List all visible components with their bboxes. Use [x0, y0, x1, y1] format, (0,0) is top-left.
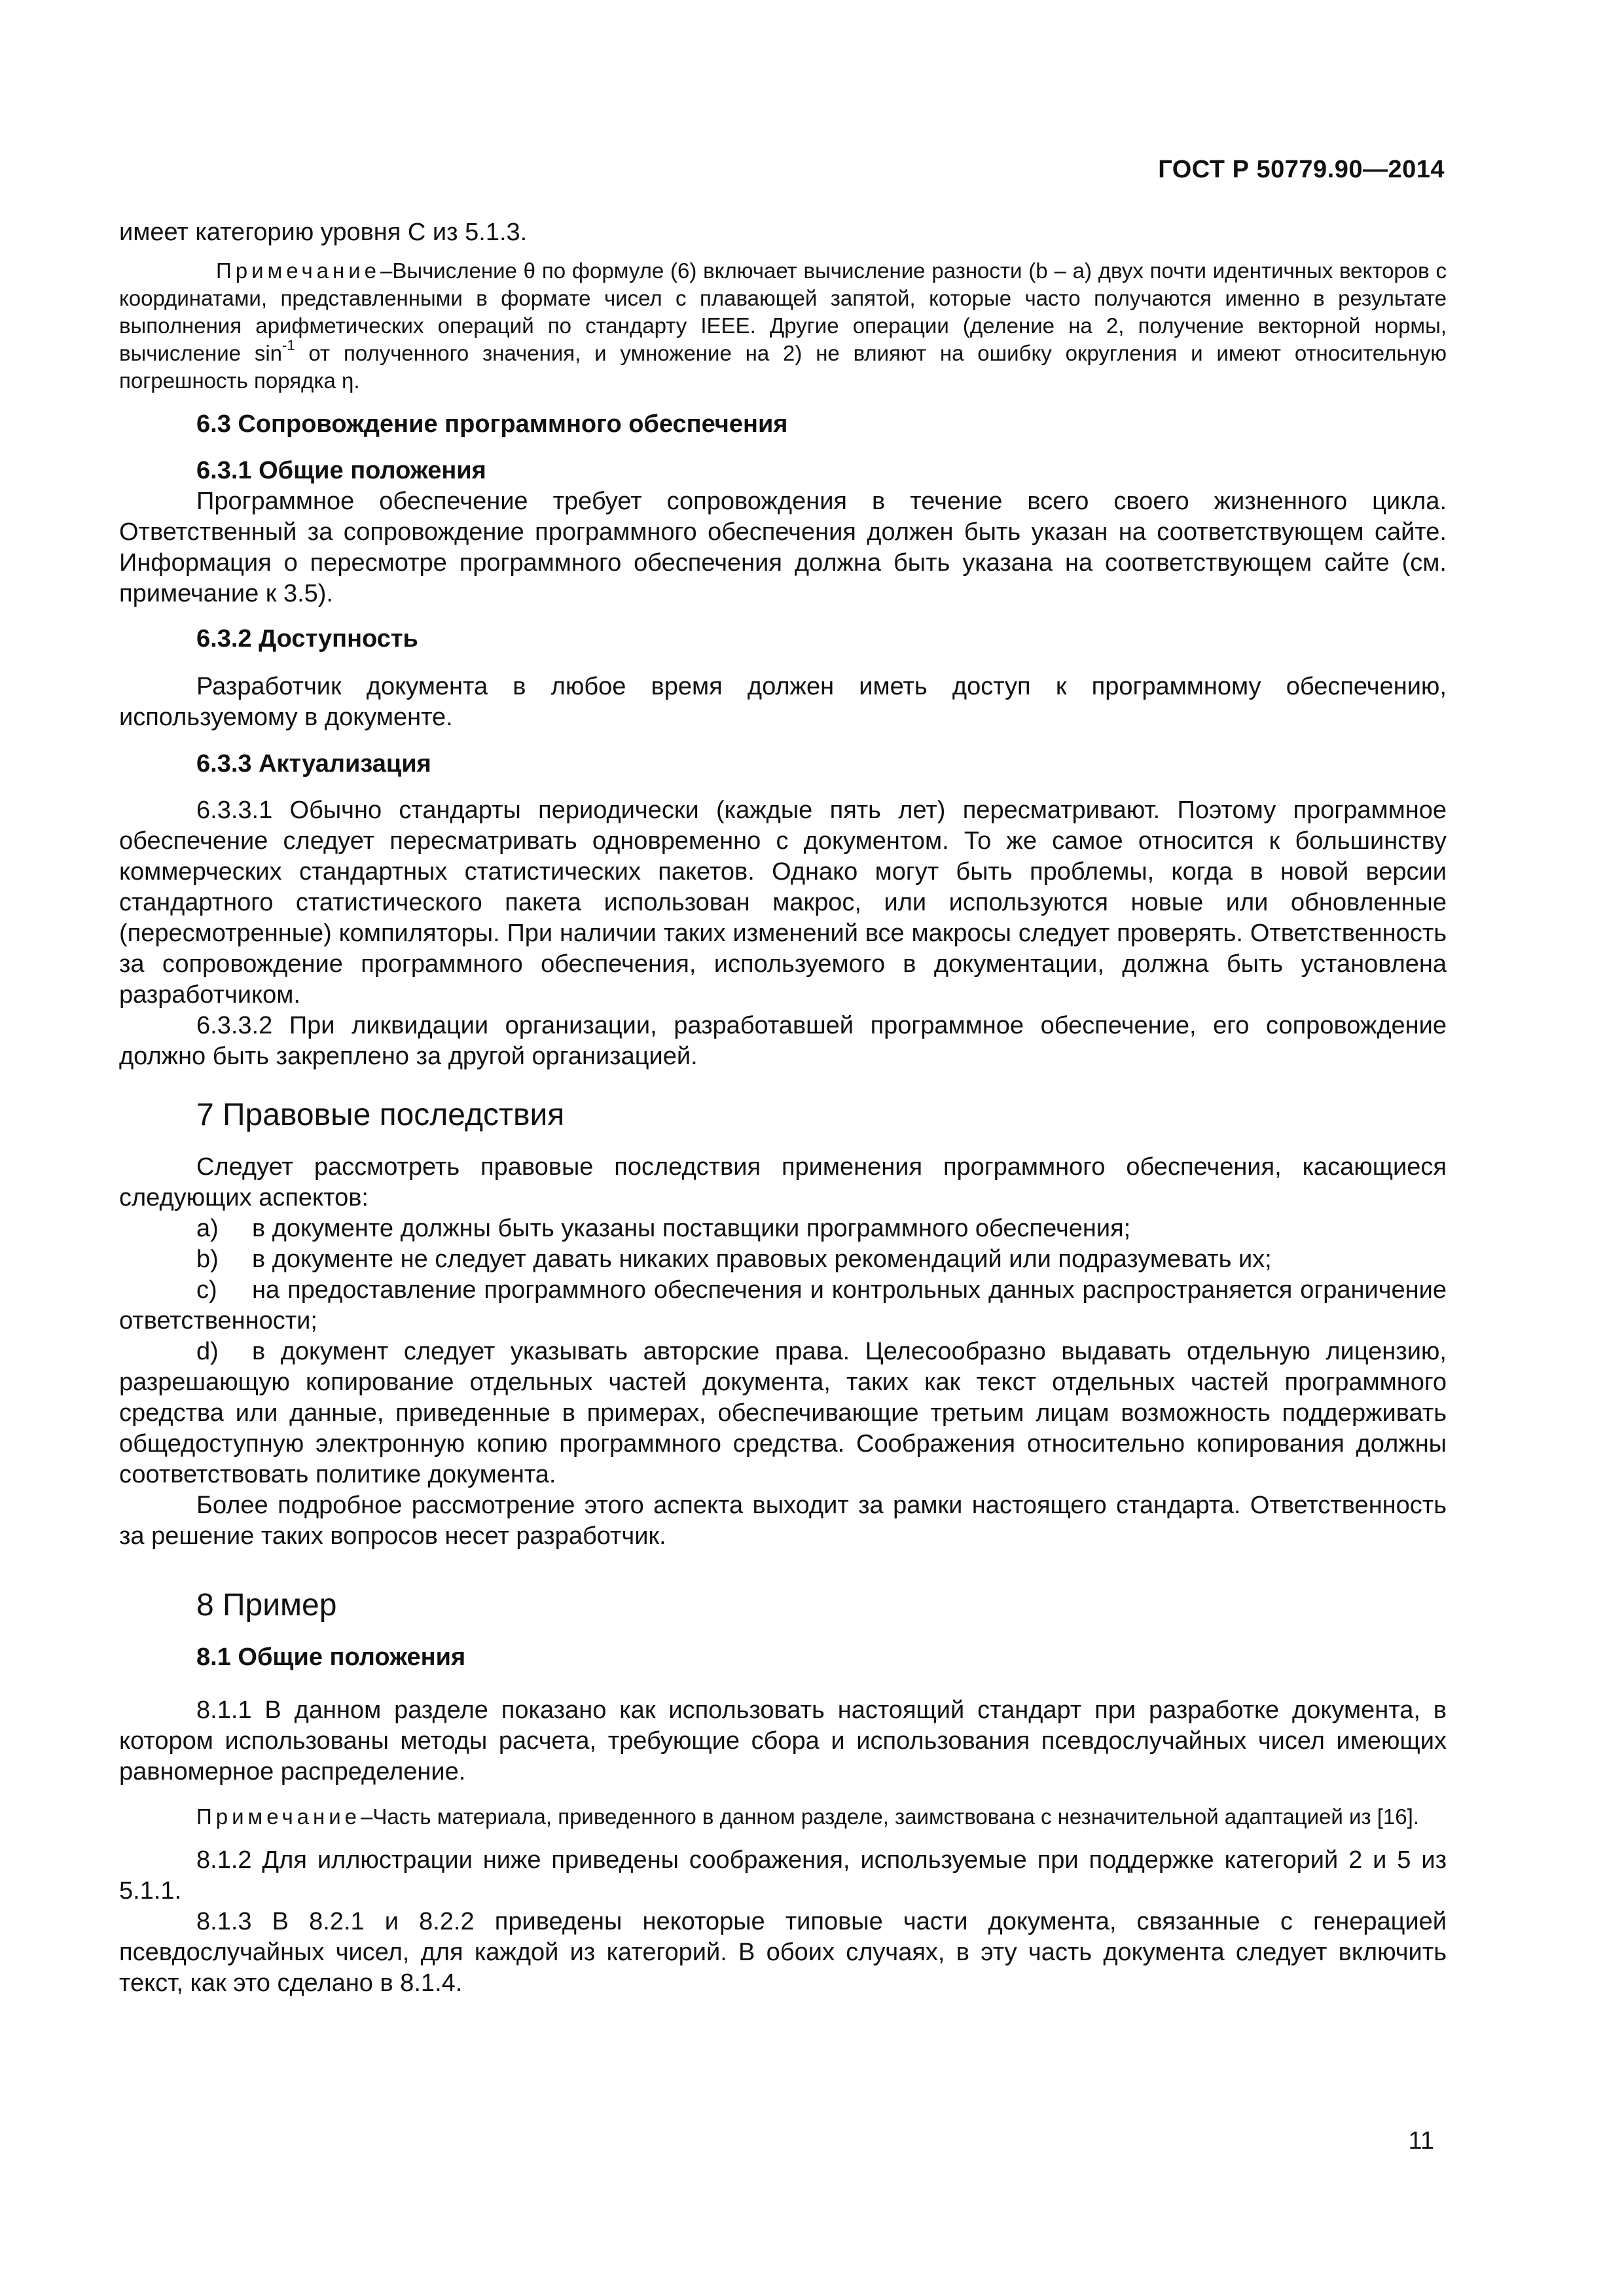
list-item-c [119, 1275, 1447, 1336]
list-item-text: в документ следует указывать авторские права. Целесообразно выдавать отдельную лицензию, разрешающую копирование отдельных частей документа, таких как текст отдельных частей программного средства или данные, приведенные в примерах, обеспечивающие третьим лицам возможность поддерживать общедоступную электронную копию программного средства. Соображения относительно копирования должны соответствовать политике документа. [119, 1338, 1447, 1488]
note-text-part-a: Вычисление θ по формуле (6) включает вычисление разности (b – a) двух почти идентичных векторов с координатами, представленными в формате чисел с плавающей запятой, которые часто получаются именно в результате выполнения арифметических операций по стандарту IEEE. Другие операции (деление на 2, получение векторной нормы, вычисление sin [119, 259, 1447, 365]
heading-6-3-3: 6.3.3 Актуализация [196, 750, 431, 778]
paragraph-intro: имеет категорию уровня С из 5.1.3. [119, 219, 528, 246]
note-dash: – [380, 259, 393, 283]
list-marker: c) [196, 1276, 217, 1304]
heading-section-8: 8 Пример [196, 1588, 337, 1623]
page-number: 11 [1408, 2127, 1434, 2155]
paragraph-6-3-1: Программное обеспечение требует сопровождения в течение всего своего жизненного цикла. Ответственный за сопровождение программного обеспечения должен быть указан на соответствующем сайте. Информация о пересмотре программного обеспечения должна быть указана на соответствующем сайте (см. примечание к 3.5). [119, 488, 1447, 607]
paragraph-7-intro: Следует рассмотреть правовые последствия применения программного обеспечения, касающиеся следующих аспектов: [119, 1153, 1447, 1211]
note-text-part-b: от полученного значения, и умножение на 2) не влияют на ошибку округления и имеют относительную погрешность порядка η. [119, 341, 1447, 393]
list-marker: d) [196, 1338, 219, 1365]
paragraph-7-outro: Более подробное рассмотрение этого аспекта выходит за рамки настоящего стандарта. Ответственность за решение таких вопросов несет разработчик. [119, 1492, 1447, 1550]
list-marker: a) [196, 1215, 219, 1242]
list-item-text: в документе должны быть указаны поставщики программного обеспечения; [252, 1215, 1131, 1242]
list-item-text: на предоставление программного обеспечения и контрольных данных распространяется ограничение ответственности; [119, 1276, 1447, 1335]
list-item-a [119, 1213, 1447, 1244]
note-label: Примечание [216, 259, 381, 283]
paragraph-6-3-2: Разработчик документа в любое время должен иметь доступ к программному обеспечению, используемому в документе. [119, 673, 1447, 731]
heading-6-3: 6.3 Сопровождение программного обеспечения [196, 410, 788, 438]
document-header: ГОСТ Р 50779.90—2014 [1158, 156, 1445, 183]
paragraph-6-3-3-1: 6.3.3.1 Обычно стандарты периодически (каждые пять лет) пересматривают. Поэтому программное обеспечение следует пересматривать одновременно с документом. То же самое относится к большинству коммерческих стандартных статистических пакетов. Однако могут быть проблемы, когда в новой версии стандартного статистического пакета использован макрос, или используются новые или обновленные (пересмотренные) компиляторы. При наличии таких изменений все макросы следует проверять. Ответственность за сопровождение программного обеспечения, используемого в документации, должна быть установлена разработчиком. [119, 797, 1447, 1009]
note-dash: – [361, 1804, 373, 1829]
paragraph-8-1-1: 8.1.1 В данном разделе показано как использовать настоящий стандарт при разработке документа, в котором использованы методы расчета, требующие сбора и использования псевдослучайных чисел имеющих равномерное распределение. [119, 1696, 1447, 1785]
note-superscript: -1 [282, 337, 295, 353]
note-label: Примечание [196, 1804, 361, 1829]
note-text: Часть материала, приведенного в данном разделе, заимствована с незначительной адаптацией из [16]. [372, 1804, 1419, 1829]
paragraph-8-1-2: 8.1.2 Для иллюстрации ниже приведены соображения, используемые при поддержке категорий 2 и 5 из 5.1.1. [119, 1846, 1447, 1905]
note-8-1 [119, 1803, 1447, 1831]
heading-section-7: 7 Правовые последствия [196, 1098, 565, 1132]
heading-6-3-1: 6.3.1 Общие положения [196, 457, 486, 484]
list-item-b [119, 1244, 1447, 1275]
heading-6-3-2: 6.3.2 Доступность [196, 625, 418, 653]
paragraph-6-3-3-2: 6.3.3.2 При ликвидации организации, разработавшей программное обеспечение, его сопровождение должно быть закреплено за другой организацией. [119, 1012, 1447, 1070]
list-item-text: в документе не следует давать никаких правовых рекомендаций или подразумевать их; [252, 1246, 1272, 1273]
document-body [119, 217, 1447, 1999]
heading-8-1: 8.1 Общие положения [196, 1643, 466, 1671]
list-item-d [119, 1336, 1447, 1490]
paragraph-8-1-3: 8.1.3 В 8.2.1 и 8.2.2 приведены некоторые типовые части документа, связанные с генерацией псевдослучайных чисел, для каждой из категорий. В обоих случаях, в эту часть документа следует включить текст, как это сделано в 8.1.4. [119, 1908, 1447, 1997]
note-6-2 [119, 257, 1447, 395]
list-marker: b) [196, 1246, 219, 1273]
